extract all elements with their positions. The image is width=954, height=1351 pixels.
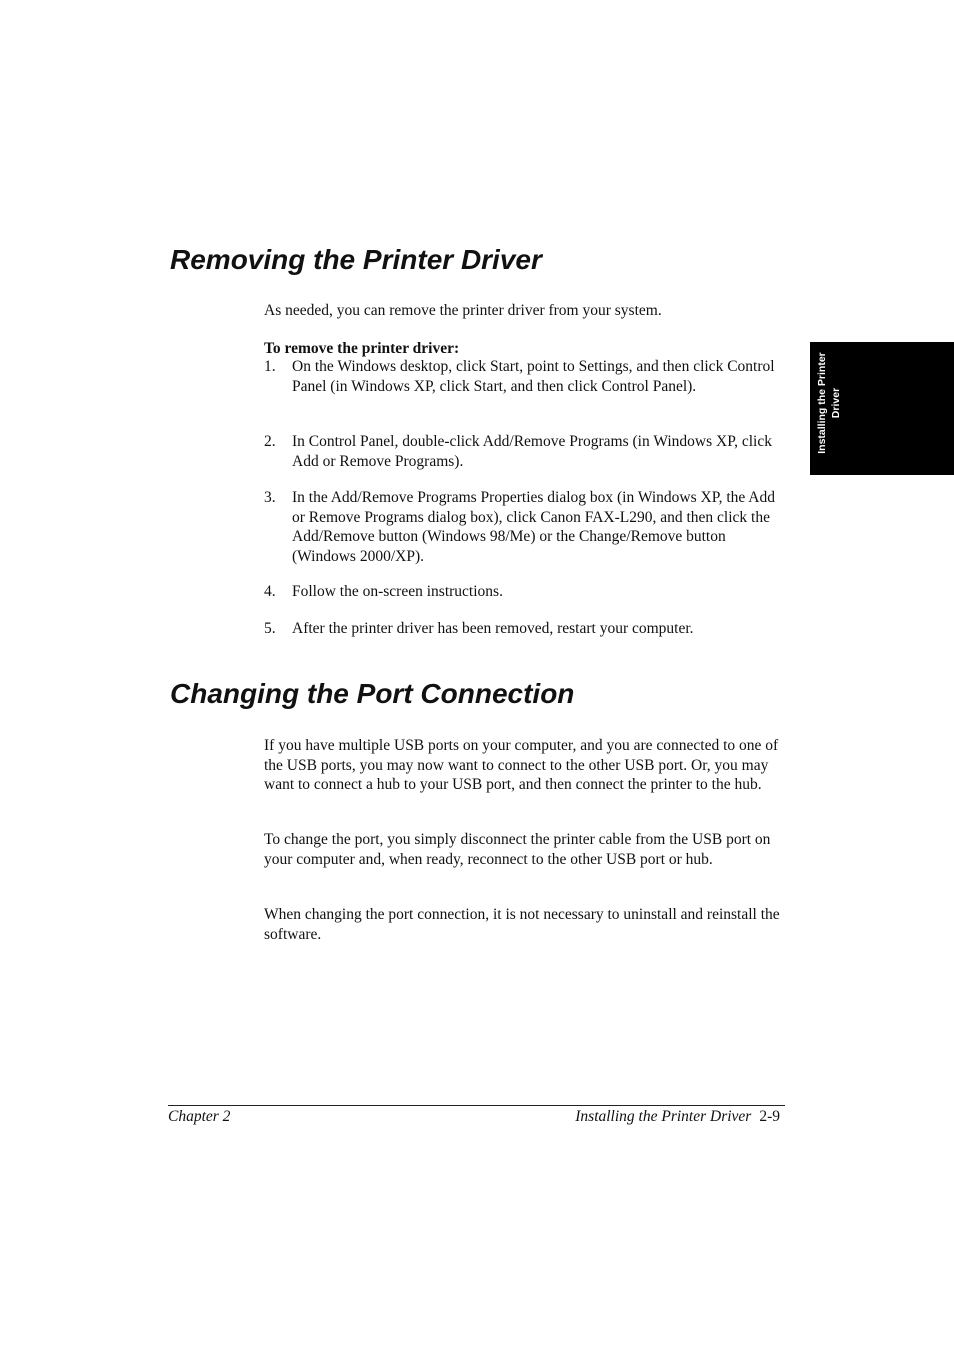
step-number: 4. [264,583,276,600]
step-text: In Control Panel, double-click Add/Remove Programs (in Windows XP, click Add or Remove Programs). [292,433,772,470]
step-number: 3. [264,489,276,506]
body-paragraph: To change the port, you simply disconnect the printer cable from the USB port on your computer and, when ready, reconnect to the other USB port or hub. [264,831,771,868]
intro-paragraph: As needed, you can remove the printer driver from your system. [264,302,662,319]
list-item [264,432,789,471]
body-paragraph: When changing the port connection, it is not necessary to uninstall and reinstall the software. [264,906,780,943]
step-text: After the printer driver has been removed, restart your computer. [292,620,694,637]
step-text: On the Windows desktop, click Start, point to Settings, and then click Control Panel (in Windows XP, click Start, and then click Control Panel). [292,358,775,395]
step-number: 1. [264,358,276,375]
footer-section [520,1107,780,1126]
thumb-tab-line: Installing the Printer [816,352,828,454]
step-text: In the Add/Remove Programs Properties dialog box (in Windows XP, the Add or Remove Programs dialog box), click Canon FAX-L290, and then click the Add/Remove button (Windows 98/Me) or the Change/Remove button (Windows 2000/XP). [292,489,775,565]
footer-chapter: Chapter 2 [168,1108,231,1125]
footer-section-title: Installing the Printer Driver [575,1108,752,1125]
section-title-port-connection: Changing the Port Connection [170,678,575,709]
footer-divider [168,1105,785,1106]
page-number: 2-9 [759,1108,780,1125]
list-item [264,488,789,566]
chapter-thumb-tab-label [815,341,843,465]
step-number: 2. [264,433,276,450]
list-item [264,357,789,396]
thumb-tab-line: Driver [830,387,842,419]
step-number: 5. [264,620,276,637]
step-text: Follow the on-screen instructions. [292,583,503,600]
section-title-removing-driver: Removing the Printer Driver [170,244,542,275]
list-item [264,582,789,602]
list-item [264,619,789,639]
body-paragraph: If you have multiple USB ports on your computer, and you are connected to one of the USB ports, you may now want to connect to the other USB port. Or, you may want to connect a hub to your USB port, and then connect the printer to the hub. [264,737,779,793]
procedure-label: To remove the printer driver: [264,340,460,357]
